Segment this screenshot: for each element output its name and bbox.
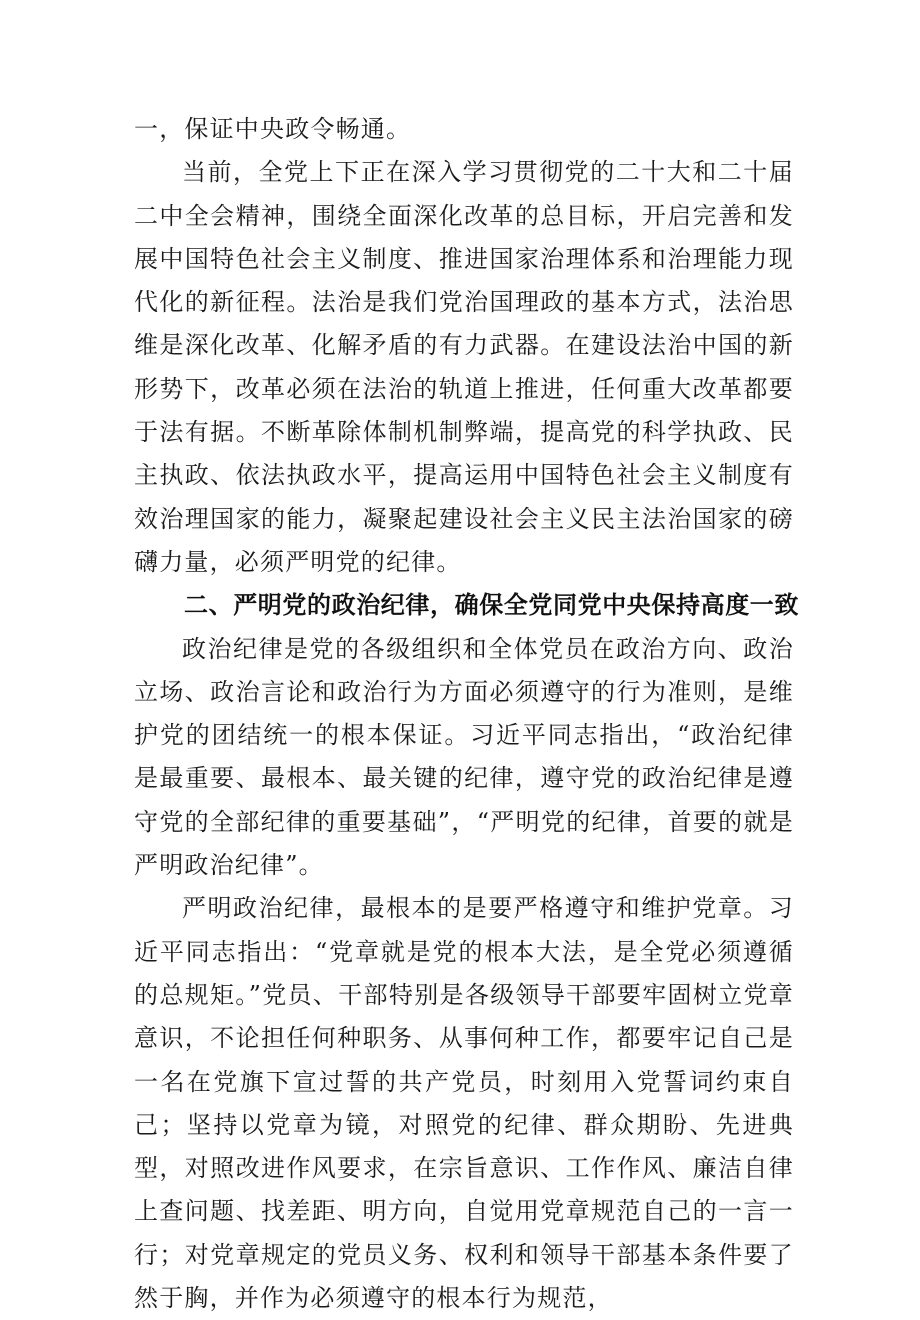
paragraph-political-discipline: 政治纪律是党的各级组织和全体党员在政治方向、政治立场、政治言论和政治行为方面必须遵守的行为准则，是维护党的团结统一的根本保证。习近平同志指出，“政治纪律是最重要、最根本、最关键的纪律，遵守党的政治纪律是遵守党的全部纪律的重要基础”，“严明党的纪律，首要的就是严明政治纪律”。: [134, 634, 794, 880]
paragraph-party-constitution: 严明政治纪律，最根本的是要严格遵守和维护党章。习近平同志指出：“党章就是党的根本大法，是全党必须遵循的总规矩。”党员、干部特别是各级领导干部要牢固树立党章意识，不论担任何种职务、从事何种工作，都要牢记自己是一名在党旗下宣过誓的共产党员，时刻用入党誓词约束自己；坚持以党章为镜，对照党的纪律、群众期盼、先进典型，对照改进作风要求，在宗旨意识、工作作风、廉洁自律上查问题、找差距、明方向，自觉用党章规范自己的一言一行；对党章规定的党员义务、权利和领导干部基本条件要了然于胸，并作为必须遵守的根本行为规范，: [134, 894, 794, 1313]
paragraph-current-situation: 当前，全党上下正在深入学习贯彻党的二十大和二十届二中全会精神，围绕全面深化改革的总目标，开启完善和发展中国特色社会主义制度、推进国家治理体系和治理能力现代化的新征程。法治是我们党治国理政的基本方式，法治思维是深化改革、化解矛盾的有力武器。在建设法治中国的新形势下，改革必须在法治的轨道上推进，任何重大改革都要于法有据。不断革除体制机制弊端，提高党的科学执政、民主执政、依法执政水平，提高运用中国特色社会主义制度有效治理国家的能力，凝聚起建设社会主义民主法治国家的磅礴力量，必须严明党的纪律。: [134, 158, 794, 576]
section-heading-2: 二、严明党的政治纪律，确保全党同党中央保持高度一致: [184, 591, 799, 620]
paragraph-section1-end: 一，保证中央政令畅通。: [134, 115, 412, 143]
document-body: [134, 108, 799, 1320]
